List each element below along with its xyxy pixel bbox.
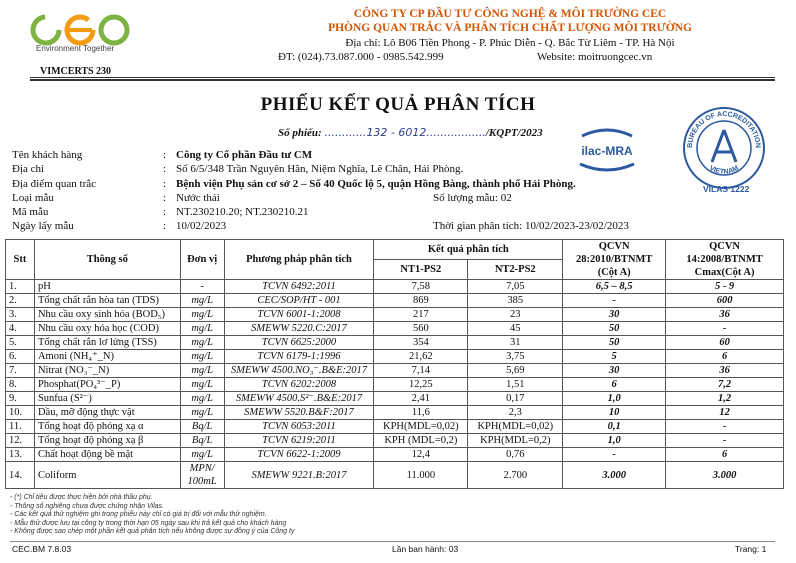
company-name: CÔNG TY CP ĐẦU TƯ CÔNG NGHỆ & MÔI TRƯỜNG CEC bbox=[353, 8, 667, 20]
cell-qcvn-14: 1,2 bbox=[666, 392, 784, 406]
header-divider-thick bbox=[30, 79, 775, 81]
cell-qcvn-28: 30 bbox=[563, 364, 666, 378]
cell-qcvn-28: 10 bbox=[563, 406, 666, 420]
cell-nt2: 3,75 bbox=[468, 350, 563, 364]
cell-nt2: 5,69 bbox=[468, 364, 563, 378]
report-number-suffix: /KQPT/2023 bbox=[485, 127, 543, 139]
accr-top-text: BUREAU OF ACCREDITATION bbox=[686, 110, 762, 149]
cell-nt1: 217 bbox=[374, 308, 468, 322]
cell-nt1: 560 bbox=[374, 322, 468, 336]
cell-method: SMEWW 5220.C:2017 bbox=[224, 322, 374, 336]
cell-nt2: KPH(MDL=0,02) bbox=[468, 420, 563, 434]
cell-unit: mg/L bbox=[180, 392, 224, 406]
svg-text:VIETNAM bbox=[708, 165, 740, 176]
cell-param: Tổng chất rắn lơ lửng (TSS) bbox=[34, 336, 180, 350]
table-header-row bbox=[6, 240, 784, 260]
cell-unit: - bbox=[180, 280, 224, 294]
note-line: - Không được sao chép một phần kết quả phân tích nếu không được sự đồng ý của Công ty bbox=[10, 528, 295, 536]
table-row bbox=[6, 294, 784, 308]
col-stt: Stt bbox=[6, 240, 35, 280]
col-qcvn-14: QCVN 14:2008/BTNMT Cmax(Cột A) bbox=[666, 240, 784, 280]
company-website: Website: moitruongcec.vn bbox=[537, 51, 653, 63]
cell-param: Nhu cầu oxy hóa học (COD) bbox=[34, 322, 180, 336]
cell-param: Chất hoạt động bề mặt bbox=[34, 448, 180, 462]
note-line: - Thông số nghiêng chưa được chứng nhận Vilas. bbox=[10, 502, 165, 510]
cell-nt1: KPH(MDL=0,02) bbox=[374, 420, 468, 434]
cell-nt1: 869 bbox=[374, 294, 468, 308]
cell-unit: mg/L bbox=[180, 322, 224, 336]
cell-param: Nhu cầu oxy sinh hóa (BOD₅) bbox=[34, 308, 180, 322]
cell-qcvn-28: 1,0 bbox=[563, 392, 666, 406]
cell-qcvn-14: - bbox=[666, 434, 784, 448]
cell-param: pH bbox=[34, 280, 180, 294]
cell-param: Phosphat(PO₄³⁻_P) bbox=[34, 378, 180, 392]
cell-param: Sunfua (S²⁻) bbox=[34, 392, 180, 406]
table-row bbox=[6, 280, 784, 294]
cell-unit: mg/L bbox=[180, 448, 224, 462]
cell-nt1: 7,58 bbox=[374, 280, 468, 294]
customer-label: Tên khách hàng bbox=[12, 149, 83, 161]
cell-nt1: 354 bbox=[374, 336, 468, 350]
table-row bbox=[6, 448, 784, 462]
logo-tagline: Environment Together bbox=[36, 44, 115, 53]
report-number-prefix: Số phiếu: bbox=[278, 127, 322, 139]
cell-stt: 10. bbox=[6, 406, 35, 420]
cell-qcvn-14: 36 bbox=[666, 364, 784, 378]
cell-param: Tổng hoạt độ phóng xạ β bbox=[34, 434, 180, 448]
cell-stt: 5. bbox=[6, 336, 35, 350]
customer-address: Số 6/5/348 Trần Nguyên Hãn, Niệm Nghĩa, Lê Chân, Hải Phòng. bbox=[176, 163, 464, 175]
cell-qcvn-14: 600 bbox=[666, 294, 784, 308]
col-method: Phương pháp phân tích bbox=[224, 240, 374, 280]
cell-stt: 9. bbox=[6, 392, 35, 406]
footer-divider bbox=[10, 541, 775, 542]
cell-qcvn-14: 3.000 bbox=[666, 462, 784, 489]
table-row bbox=[6, 336, 784, 350]
cell-unit: mg/L bbox=[180, 364, 224, 378]
cell-nt2: KPH(MDL=0,2) bbox=[468, 434, 563, 448]
cell-stt: 3. bbox=[6, 308, 35, 322]
cell-qcvn-28: 30 bbox=[563, 308, 666, 322]
ilac-mra-logo bbox=[572, 128, 642, 172]
cell-qcvn-14: 12 bbox=[666, 406, 784, 420]
header-divider bbox=[30, 77, 775, 78]
note-line: - Mẫu thử được lưu tại công ty trong thời hạn 05 ngày sau khi trả kết quả cho khách hàng bbox=[10, 519, 287, 527]
vilas-code: VILAS 1222 bbox=[703, 184, 750, 194]
cell-qcvn-14: 60 bbox=[666, 336, 784, 350]
cell-stt: 4. bbox=[6, 322, 35, 336]
sample-code: NT.230210.20; NT.230210.21 bbox=[176, 206, 309, 218]
table-row bbox=[6, 308, 784, 322]
col-unit: Đơn vị bbox=[180, 240, 224, 280]
cell-nt1: 21,62 bbox=[374, 350, 468, 364]
sample-type-label: Loại mẫu bbox=[12, 192, 54, 204]
cell-qcvn-14: 6 bbox=[666, 448, 784, 462]
cell-stt: 11. bbox=[6, 420, 35, 434]
sample-type: Nước thải bbox=[176, 192, 220, 204]
document-title: PHIẾU KẾT QUẢ PHÂN TÍCH bbox=[260, 94, 536, 115]
cell-stt: 13. bbox=[6, 448, 35, 462]
cell-method: SMEWW 9221.B:2017 bbox=[224, 462, 374, 489]
cell-method: TCVN 6625:2000 bbox=[224, 336, 374, 350]
cell-stt: 7. bbox=[6, 364, 35, 378]
sampling-date-label: Ngày lấy mẫu bbox=[12, 220, 74, 232]
cell-param: Dầu, mỡ động thực vật bbox=[34, 406, 180, 420]
cell-qcvn-28: 5 bbox=[563, 350, 666, 364]
cell-stt: 1. bbox=[6, 280, 35, 294]
cell-unit: mg/L bbox=[180, 336, 224, 350]
issue-number: Lần ban hành: 03 bbox=[392, 544, 459, 554]
cell-param: Nitrat (NO₃⁻_N) bbox=[34, 364, 180, 378]
report-number-handwritten: 132 - 6012 bbox=[366, 126, 427, 139]
cell-qcvn-28: 6 bbox=[563, 378, 666, 392]
table-row bbox=[6, 420, 784, 434]
cell-qcvn-28: 50 bbox=[563, 322, 666, 336]
cell-qcvn-28: 0,1 bbox=[563, 420, 666, 434]
sample-code-label: Mã mẫu bbox=[12, 206, 49, 218]
notes bbox=[10, 494, 294, 537]
cell-unit: Bq/L bbox=[180, 420, 224, 434]
cell-qcvn-28: 50 bbox=[563, 336, 666, 350]
address-label: Địa chỉ bbox=[12, 163, 45, 175]
cell-param: Tổng hoạt độ phóng xạ α bbox=[34, 420, 180, 434]
cell-nt1: 2,41 bbox=[374, 392, 468, 406]
note-line: - Các kết quả thử nghiệm ghi trong phiếu này chỉ có giá trị đối với mẫu thử nghiệm. bbox=[10, 511, 267, 519]
cell-unit: mg/L bbox=[180, 294, 224, 308]
cell-method: TCVN 6053:2011 bbox=[224, 420, 374, 434]
cell-nt1: 11.000 bbox=[374, 462, 468, 489]
cell-unit: mg/L bbox=[180, 406, 224, 420]
cell-method: SMEWW 4500.S²⁻.B&E:2017 bbox=[224, 392, 374, 406]
cell-param: Tổng chất rắn hòa tan (TDS) bbox=[34, 294, 180, 308]
cell-nt1: 7,14 bbox=[374, 364, 468, 378]
cell-stt: 12. bbox=[6, 434, 35, 448]
analysis-time: Thời gian phân tích: 10/02/2023-23/02/2023 bbox=[433, 220, 629, 232]
accr-bottom-text: VIETNAM bbox=[708, 164, 740, 176]
cell-qcvn-14: 36 bbox=[666, 308, 784, 322]
cell-nt2: 2.700 bbox=[468, 462, 563, 489]
cell-unit: mg/L bbox=[180, 308, 224, 322]
cell-nt2: 0,76 bbox=[468, 448, 563, 462]
table-row bbox=[6, 364, 784, 378]
cell-nt1: 12,4 bbox=[374, 448, 468, 462]
cell-param: Coliform bbox=[34, 462, 180, 489]
cell-nt2: 31 bbox=[468, 336, 563, 350]
cell-method: SMEWW 5520.B&F:2017 bbox=[224, 406, 374, 420]
cell-stt: 14. bbox=[6, 462, 35, 489]
cell-nt2: 0,17 bbox=[468, 392, 563, 406]
sampling-date: 10/02/2023 bbox=[176, 220, 227, 232]
cell-nt1: 12,25 bbox=[374, 378, 468, 392]
col-nt2: NT2-PS2 bbox=[468, 260, 563, 280]
unit-line: 100mL bbox=[187, 476, 217, 487]
cell-unit: mg/L bbox=[180, 350, 224, 364]
cell-nt2: 7,05 bbox=[468, 280, 563, 294]
table-row bbox=[6, 378, 784, 392]
table-row bbox=[6, 322, 784, 336]
cell-stt: 6. bbox=[6, 350, 35, 364]
company-address: Địa chỉ: Lô B06 Tiền Phong - P. Phúc Diễn - Q. Bắc Từ Liêm - TP. Hà Nội bbox=[345, 37, 675, 49]
cell-unit: Bq/L bbox=[180, 434, 224, 448]
cell-nt2: 1,51 bbox=[468, 378, 563, 392]
cell-nt2: 23 bbox=[468, 308, 563, 322]
cell-qcvn-14: 7,2 bbox=[666, 378, 784, 392]
cell-unit bbox=[180, 462, 224, 489]
cell-qcvn-28: - bbox=[563, 448, 666, 462]
cell-method: CEC/SOP/HT - 001 bbox=[224, 294, 374, 308]
unit-line: MPN/ bbox=[189, 463, 215, 474]
table-row bbox=[6, 350, 784, 364]
table-row bbox=[6, 392, 784, 406]
cell-qcvn-28: - bbox=[563, 294, 666, 308]
cell-nt1: 11,6 bbox=[374, 406, 468, 420]
cell-method: TCVN 6179-1:1996 bbox=[224, 350, 374, 364]
note-line: - (*) Chỉ tiêu được thực hiện bởi nhà thầu phụ. bbox=[10, 494, 153, 501]
col-result: Kết quả phân tích bbox=[374, 240, 563, 260]
accreditation-seal bbox=[682, 106, 766, 190]
cec-logo bbox=[28, 10, 148, 62]
cell-nt2: 45 bbox=[468, 322, 563, 336]
cell-qcvn-14: - bbox=[666, 322, 784, 336]
cell-method: SMEWW 4500.NO₃⁻.B&E:2017 bbox=[224, 364, 374, 378]
cell-param: Amoni (NH₄⁺_N) bbox=[34, 350, 180, 364]
cell-method: TCVN 6492:2011 bbox=[224, 280, 374, 294]
cell-stt: 2. bbox=[6, 294, 35, 308]
cell-method: TCVN 6202:2008 bbox=[224, 378, 374, 392]
cell-qcvn-14: - bbox=[666, 420, 784, 434]
table-row bbox=[6, 462, 784, 489]
sample-quantity: Số lượng mẫu: 02 bbox=[433, 192, 512, 204]
customer-name: Công ty Cổ phần Đầu tư CM bbox=[176, 149, 313, 161]
page-number: Trang: 1 bbox=[735, 544, 767, 554]
cell-method: TCVN 6622-1:2009 bbox=[224, 448, 374, 462]
report-number: Số phiếu: ............132 - 6012................./KQPT/2023 bbox=[278, 126, 543, 139]
cell-method: TCVN 6001-1:2008 bbox=[224, 308, 374, 322]
cell-qcvn-14: 5 - 9 bbox=[666, 280, 784, 294]
cell-stt: 8. bbox=[6, 378, 35, 392]
monitoring-site: Bệnh viện Phụ sản cơ sở 2 – Số 40 Quốc lộ 5, quận Hồng Bàng, thành phố Hải Phòng. bbox=[176, 178, 576, 190]
results-table bbox=[5, 239, 784, 489]
col-qcvn-28: QCVN 28:2010/BTNMT (Cột A) bbox=[563, 240, 666, 280]
vimcerts-code: VIMCERTS 230 bbox=[40, 66, 112, 77]
company-phone: ĐT: (024).73.087.000 - 0985.542.999 bbox=[278, 51, 444, 63]
cell-method: TCVN 6219:2011 bbox=[224, 434, 374, 448]
table-row bbox=[6, 406, 784, 420]
form-code: CEC.BM 7.8.03 bbox=[12, 544, 72, 554]
cell-qcvn-28: 1,0 bbox=[563, 434, 666, 448]
ilac-text: ilac-MRA bbox=[581, 144, 633, 158]
site-label: Địa điểm quan trắc bbox=[12, 178, 96, 190]
col-param: Thông số bbox=[34, 240, 180, 280]
cell-nt1: KPH (MDL=0,2) bbox=[374, 434, 468, 448]
table-row bbox=[6, 434, 784, 448]
col-nt1: NT1-PS2 bbox=[374, 260, 468, 280]
lab-name: PHÒNG QUAN TRẮC VÀ PHÂN TÍCH CHẤT LƯỢNG MÔI TRƯỜNG bbox=[328, 22, 692, 34]
cell-unit: mg/L bbox=[180, 378, 224, 392]
cell-qcvn-28: 3.000 bbox=[563, 462, 666, 489]
cell-nt2: 385 bbox=[468, 294, 563, 308]
cell-qcvn-14: 6 bbox=[666, 350, 784, 364]
cell-nt2: 2,3 bbox=[468, 406, 563, 420]
cell-qcvn-28: 6,5 – 8,5 bbox=[563, 280, 666, 294]
